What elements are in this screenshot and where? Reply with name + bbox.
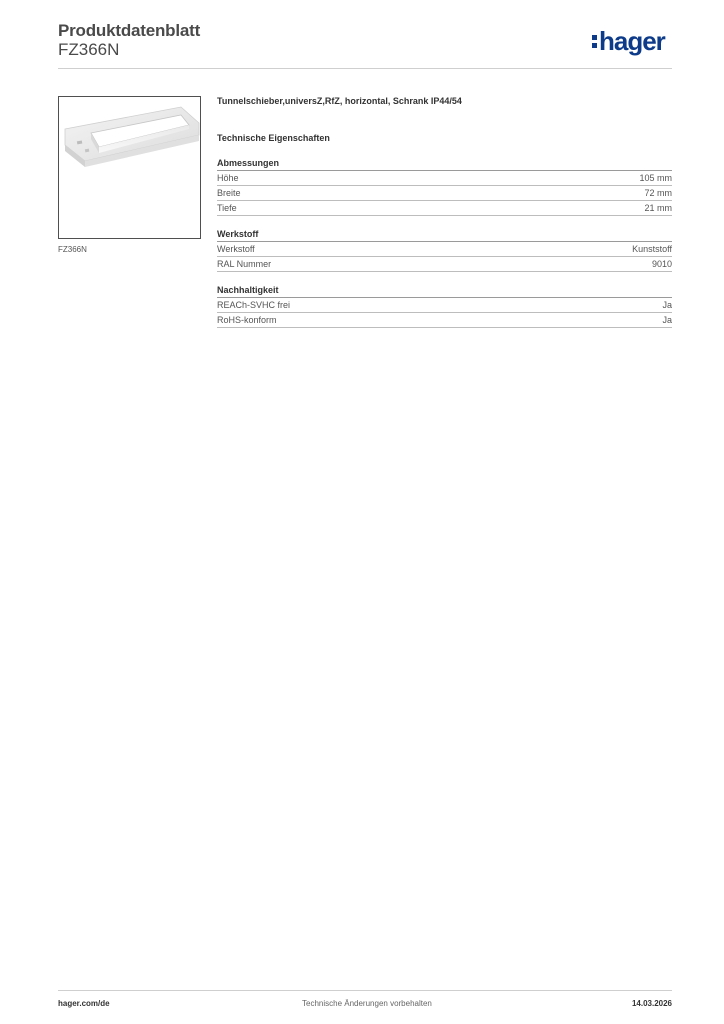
spec-value: Kunststoff (632, 244, 672, 254)
product-image (58, 96, 201, 239)
spec-value: Ja (662, 315, 672, 325)
spec-value: 105 mm (639, 173, 672, 183)
spec-value: 21 mm (644, 203, 672, 213)
spec-row (217, 257, 672, 272)
spec-value: 9010 (651, 259, 672, 269)
spec-row (217, 242, 672, 257)
spec-row (217, 313, 672, 328)
header-divider (58, 68, 672, 69)
spec-label: REACh-SVHC frei (217, 300, 291, 310)
product-photo-icon (59, 97, 201, 239)
page-title: Produktdatenblatt (58, 21, 201, 40)
spec-row (217, 186, 672, 201)
spec-label: Werkstoff (217, 244, 255, 254)
footer-notice: Technische Änderungen vorbehalten (302, 999, 432, 1008)
group-title: Werkstoff (217, 229, 672, 242)
spec-label: Breite (217, 188, 241, 198)
footer-date: 14.03.2026 (631, 999, 672, 1008)
spec-label: Tiefe (217, 203, 237, 213)
spec-row (217, 298, 672, 313)
product-details (217, 96, 672, 341)
spec-value: Ja (662, 300, 672, 310)
group-title: Nachhaltigkeit (217, 285, 672, 298)
group-title: Abmessungen (217, 158, 672, 171)
logo-text: hager (599, 26, 665, 56)
spec-group-nachhaltigkeit (217, 285, 672, 328)
spec-label: RoHS-konform (217, 315, 277, 325)
footer-website-link[interactable]: hager.com/de (58, 999, 110, 1008)
product-description: Tunnelschieber,universZ,RfZ, horizontal, Schrank IP44/54 (217, 96, 462, 106)
spec-group-werkstoff (217, 229, 672, 272)
hager-logo (592, 26, 665, 56)
spec-row (217, 201, 672, 216)
footer-divider (58, 990, 672, 991)
logo-dots-icon (592, 31, 597, 51)
spec-label: RAL Nummer (217, 259, 272, 269)
page-subtitle: FZ366N (58, 40, 120, 59)
spec-value: 72 mm (644, 188, 672, 198)
spec-label: Höhe (217, 173, 239, 183)
image-caption: FZ366N (58, 245, 87, 254)
section-title: Technische Eigenschaften (217, 133, 330, 143)
spec-row (217, 171, 672, 186)
spec-group-abmessungen (217, 158, 672, 216)
